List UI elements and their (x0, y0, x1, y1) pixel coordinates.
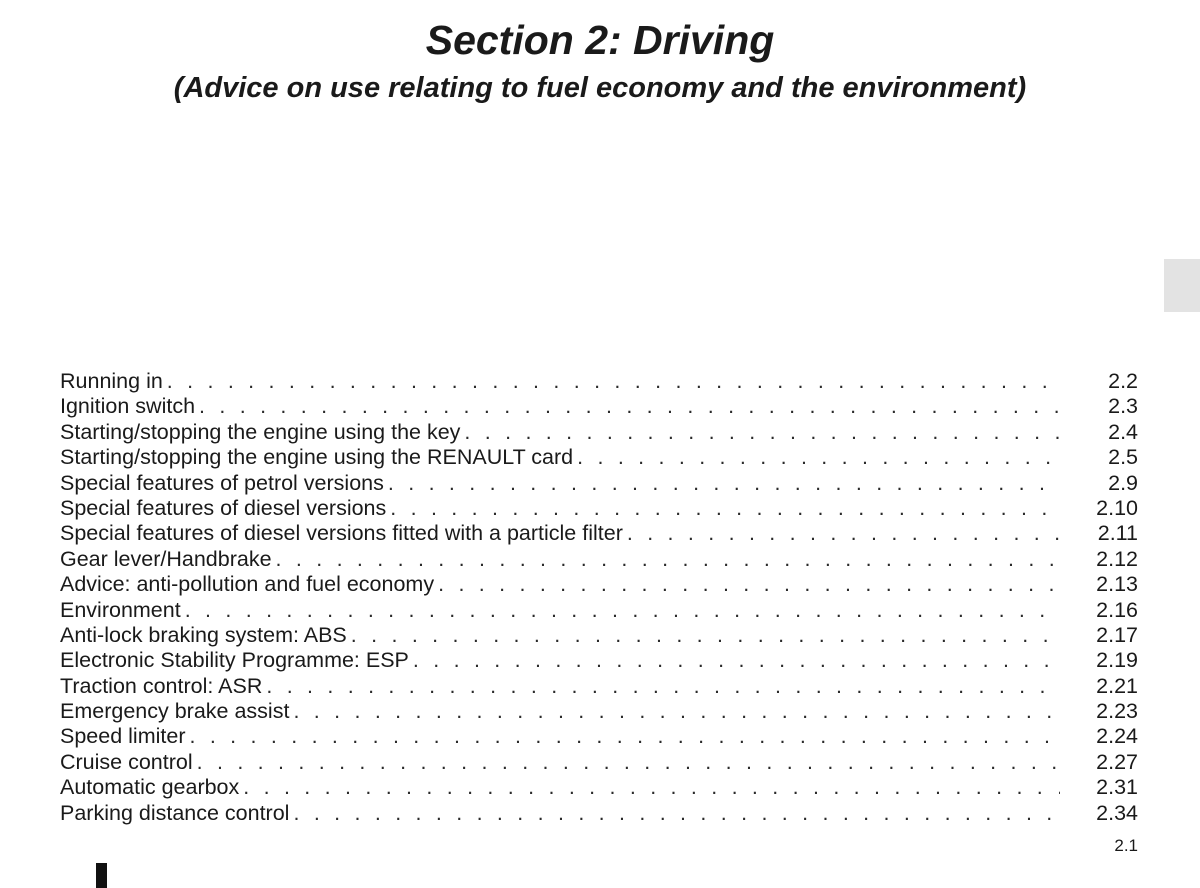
toc-entry-page: 2.16 (1096, 597, 1138, 622)
toc-entry-title: Special features of diesel versions fitted with a particle filter (60, 521, 623, 546)
toc-entry-page: 2.11 (1097, 521, 1138, 546)
toc-entry[interactable] (60, 394, 1138, 419)
toc-entry[interactable] (60, 496, 1138, 521)
toc-dot-leader (185, 598, 1060, 623)
toc-entry[interactable] (60, 674, 1138, 699)
toc-entry-title: Emergency brake assist (60, 699, 290, 724)
toc-entry[interactable] (60, 598, 1138, 623)
toc-dot-leader (388, 471, 1060, 496)
toc-entry-title: Starting/stopping the engine using the RENAULT card (60, 445, 574, 470)
toc-entry-title: Speed limiter (60, 724, 186, 749)
toc-dot-leader (167, 369, 1060, 394)
toc-entry-title: Special features of petrol versions (60, 470, 384, 495)
toc-entry-title: Anti-lock braking system: ABS (60, 622, 347, 647)
toc-entry[interactable] (60, 420, 1138, 445)
toc-dot-leader (351, 623, 1060, 648)
toc-entry-title: Automatic gearbox (60, 775, 240, 800)
toc-entry[interactable] (60, 724, 1138, 749)
toc-entry-page: 2.12 (1096, 546, 1138, 571)
toc-entry-page: 2.9 (1108, 470, 1138, 495)
toc-entry-page: 2.34 (1096, 800, 1138, 825)
toc-entry-title: Ignition switch (60, 394, 196, 419)
toc-entry-page: 2.24 (1096, 724, 1138, 749)
toc-dot-leader (276, 547, 1060, 572)
table-of-contents (60, 369, 1138, 826)
section-thumb-tab (1164, 259, 1200, 312)
toc-entry-page: 2.21 (1096, 673, 1138, 698)
toc-entry[interactable] (60, 369, 1138, 394)
toc-dot-leader (293, 699, 1060, 724)
toc-entry-title: Gear lever/Handbrake (60, 546, 272, 571)
toc-dot-leader (197, 750, 1060, 775)
toc-entry[interactable] (60, 547, 1138, 572)
toc-dot-leader (627, 521, 1060, 546)
toc-dot-leader (438, 572, 1060, 597)
toc-dot-leader (243, 775, 1060, 800)
toc-entry[interactable] (60, 572, 1138, 597)
toc-entry-title: Advice: anti-pollution and fuel economy (60, 572, 435, 597)
toc-entry[interactable] (60, 648, 1138, 673)
toc-entry-page: 2.5 (1108, 445, 1138, 470)
toc-entry-page: 2.4 (1108, 419, 1138, 444)
toc-entry-page: 2.17 (1096, 622, 1138, 647)
toc-entry-title: Running in (60, 369, 163, 393)
toc-dot-leader (577, 445, 1060, 470)
toc-entry[interactable] (60, 623, 1138, 648)
toc-entry-title: Electronic Stability Programme: ESP (60, 648, 409, 673)
toc-entry-page: 2.23 (1096, 699, 1138, 724)
toc-entry-title: Starting/stopping the engine using the key (60, 419, 461, 444)
toc-entry-page: 2.31 (1096, 775, 1138, 800)
toc-entry-title: Cruise control (60, 749, 193, 774)
toc-entry[interactable] (60, 699, 1138, 724)
toc-entry-title: Special features of diesel versions (60, 495, 387, 520)
toc-dot-leader (189, 724, 1060, 749)
toc-entry-page: 2.2 (1108, 369, 1138, 393)
toc-dot-leader (464, 420, 1060, 445)
toc-dot-leader (293, 801, 1060, 826)
toc-entry-page: 2.27 (1096, 749, 1138, 774)
toc-entry[interactable] (60, 471, 1138, 496)
toc-entry-title: Environment (60, 597, 181, 622)
toc-entry[interactable] (60, 445, 1138, 470)
toc-entry-title: Traction control: ASR (60, 673, 263, 698)
toc-entry-page: 2.3 (1108, 394, 1138, 419)
section-subtitle: (Advice on use relating to fuel economy and the environment) (173, 72, 1027, 104)
toc-entry[interactable] (60, 521, 1138, 546)
print-edge-mark (96, 863, 107, 888)
page-number: 2.1 (1114, 836, 1138, 855)
toc-entry-title: Parking distance control (60, 800, 290, 825)
toc-entry[interactable] (60, 775, 1138, 800)
toc-dot-leader (413, 648, 1060, 673)
toc-entry[interactable] (60, 801, 1138, 826)
section-title: Section 2: Driving (425, 17, 775, 63)
toc-entry-page: 2.19 (1096, 648, 1138, 673)
toc-dot-leader (266, 674, 1060, 699)
toc-entry-page: 2.10 (1096, 495, 1138, 520)
toc-entry-page: 2.13 (1096, 572, 1138, 597)
toc-dot-leader (199, 394, 1060, 419)
toc-dot-leader (390, 496, 1060, 521)
toc-entry[interactable] (60, 750, 1138, 775)
